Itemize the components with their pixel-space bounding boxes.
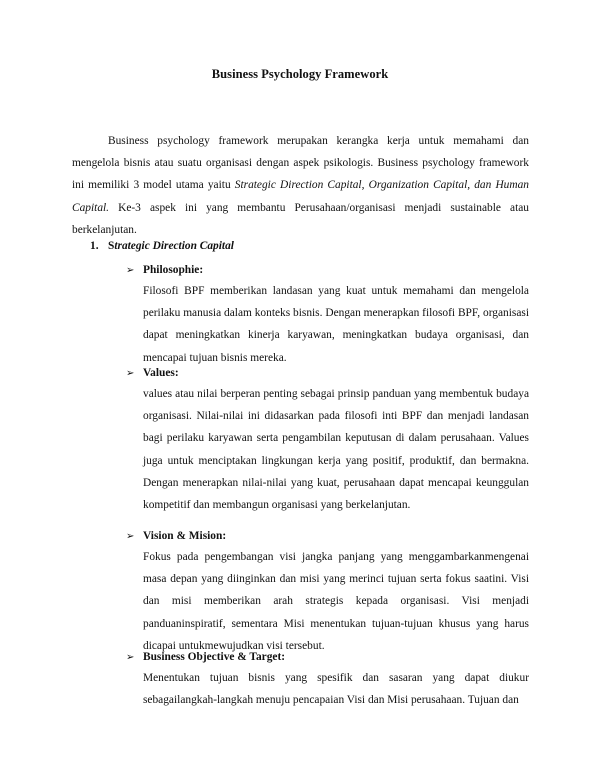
intro-text-2: Ke-3 aspek ini yang membantu Perusahaan/organisasi menjadi sustainable atau berkelanjutan. [72, 201, 529, 236]
arrow-bullet-icon: ➢ [126, 652, 135, 663]
paragraph-values: values atau nilai berperan penting sebagai prinsip panduan yang membentuk budaya organisasi. Nilai-nilai ini didasarkan pada filosofi inti BPF dan menjadi landasan bagi perilaku karyawan serta pengambilan keputusan di dalam perusahaan. Values juga untuk menciptakan lingkungan kerja yang positif, produktif, dan bermakna. Dengan menerapkan nilai-nilai yang kuat, perusahaan dapat mencapai keunggulan kompetitif dan membangun organisasi yang berkelanjutan. [143, 388, 529, 512]
subheading-label: Vision & Mision: [143, 530, 227, 542]
paragraph-vision-mision: Fokus pada pengembangan visi jangka panjang yang menggambarkanmengenai masa depan yang diinginkan dan misi yang merinci tujuan serta fokus saatini. Visi dan misi memberikan arah strategis kepada organisasi. Visi menjadi panduaninspiratif, sementara Misi menentukan tujuan-tujuan khusus yang harus dicapai untukmewujudkan visi tersebut. [143, 551, 529, 652]
subheading-philosophie [126, 264, 203, 276]
subheading-vision-mision [126, 530, 226, 542]
section-label-rest: trategic Direction Capital [114, 240, 234, 252]
intro-models-italic: Strategic Direction Capital, Organization Capital, dan Human Capital. [72, 179, 529, 214]
arrow-bullet-icon: ➢ [126, 368, 135, 379]
paragraph-business-objective: Menentukan tujuan bisnis yang spesifik dan sasaran yang dapat diukur sebagailangkah-langkah menuju pencapaian Visi dan Misi perusahaan. Tujuan dan [143, 672, 529, 707]
intro-paragraph [72, 130, 529, 241]
subheading-label: Philosophie: [143, 264, 204, 276]
section-number: 1. [90, 240, 99, 252]
section-heading-strategic-direction [90, 240, 234, 252]
paragraph-philosophie: Filosofi BPF memberikan landasan yang kuat untuk memahami dan mengelola perilaku manusia dalam konteks bisnis. Dengan menerapkan filosofi BPF, organisasi dapat meningkatkan kinerja karyawan, meningkatkan budaya organisasi, dan mencapai tujuan bisnis mereka. [143, 285, 529, 364]
subheading-label: Values: [143, 367, 179, 379]
subheading-business-objective [126, 651, 285, 663]
subheading-values [126, 367, 179, 379]
document-title: Business Psychology Framework [211, 67, 389, 81]
arrow-bullet-icon: ➢ [126, 265, 135, 276]
intro-text-1: Business psychology framework merupakan kerangka kerja untuk memahami dan mengelola bisnis atau suatu organisasi dengan aspek psikologis. Business psychology framework ini memiliki 3 model utama yaitu [72, 135, 529, 192]
arrow-bullet-icon: ➢ [126, 531, 135, 542]
subheading-label: Business Objective & Target: [143, 651, 286, 663]
section-label-lead: S [108, 240, 115, 252]
